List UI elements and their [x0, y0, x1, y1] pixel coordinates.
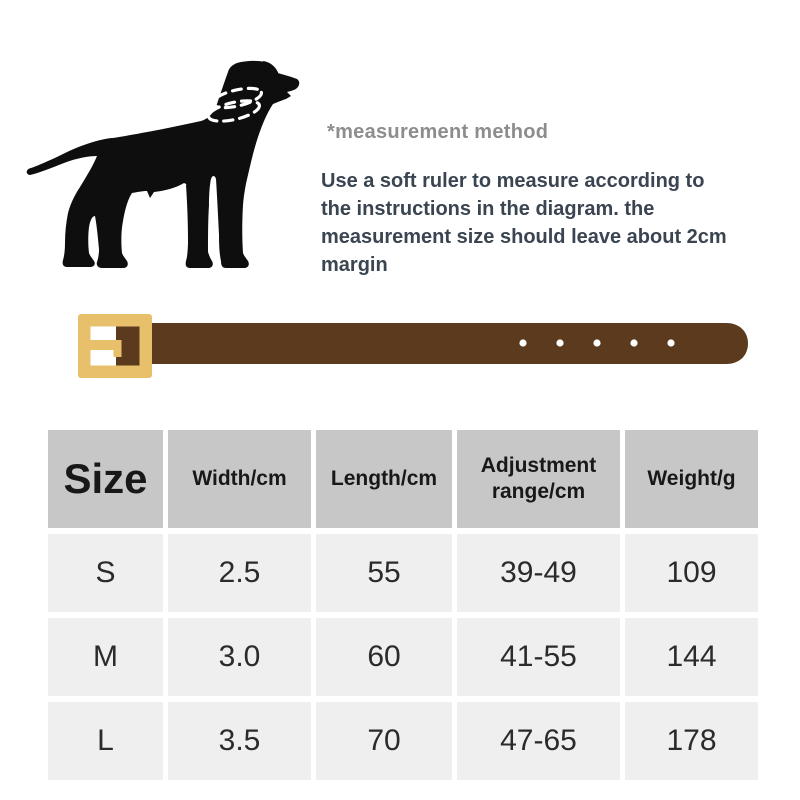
- table-header-width: Width/cm: [168, 430, 311, 528]
- cell-weight-s: 109: [625, 534, 758, 612]
- cell-size-s: S: [48, 534, 163, 612]
- cell-length-m: 60: [316, 618, 452, 696]
- cell-length-l: 70: [316, 702, 452, 780]
- cell-weight-l: 178: [625, 702, 758, 780]
- collar-belt-graphic: [0, 290, 800, 400]
- table-header-weight: Weight/g: [625, 430, 758, 528]
- measurement-method-description: Use a soft ruler to measure according to the instructions in the diagram. the measurement size should leave about 2cm margin: [321, 170, 727, 276]
- measurement-method-title: *measurement method: [327, 121, 549, 143]
- cell-width-m: 3.0: [168, 618, 311, 696]
- cell-size-l: L: [48, 702, 163, 780]
- cell-width-s: 2.5: [168, 534, 311, 612]
- cell-adjust-s: 39-49: [457, 534, 620, 612]
- cell-adjust-l: 47-65: [457, 702, 620, 780]
- cell-size-m: M: [48, 618, 163, 696]
- table-header-length: Length/cm: [316, 430, 452, 528]
- cell-length-s: 55: [316, 534, 452, 612]
- cell-weight-m: 144: [625, 618, 758, 696]
- buckle-icon: [78, 314, 152, 378]
- size-table: [48, 430, 758, 780]
- cell-adjust-m: 41-55: [457, 618, 620, 696]
- dog-silhouette-icon: [20, 55, 305, 270]
- belt-strap: [152, 323, 748, 364]
- table-header-adjustment: Adjustment range/cm: [457, 430, 620, 528]
- cell-width-l: 3.5: [168, 702, 311, 780]
- table-header-size: Size: [48, 430, 163, 528]
